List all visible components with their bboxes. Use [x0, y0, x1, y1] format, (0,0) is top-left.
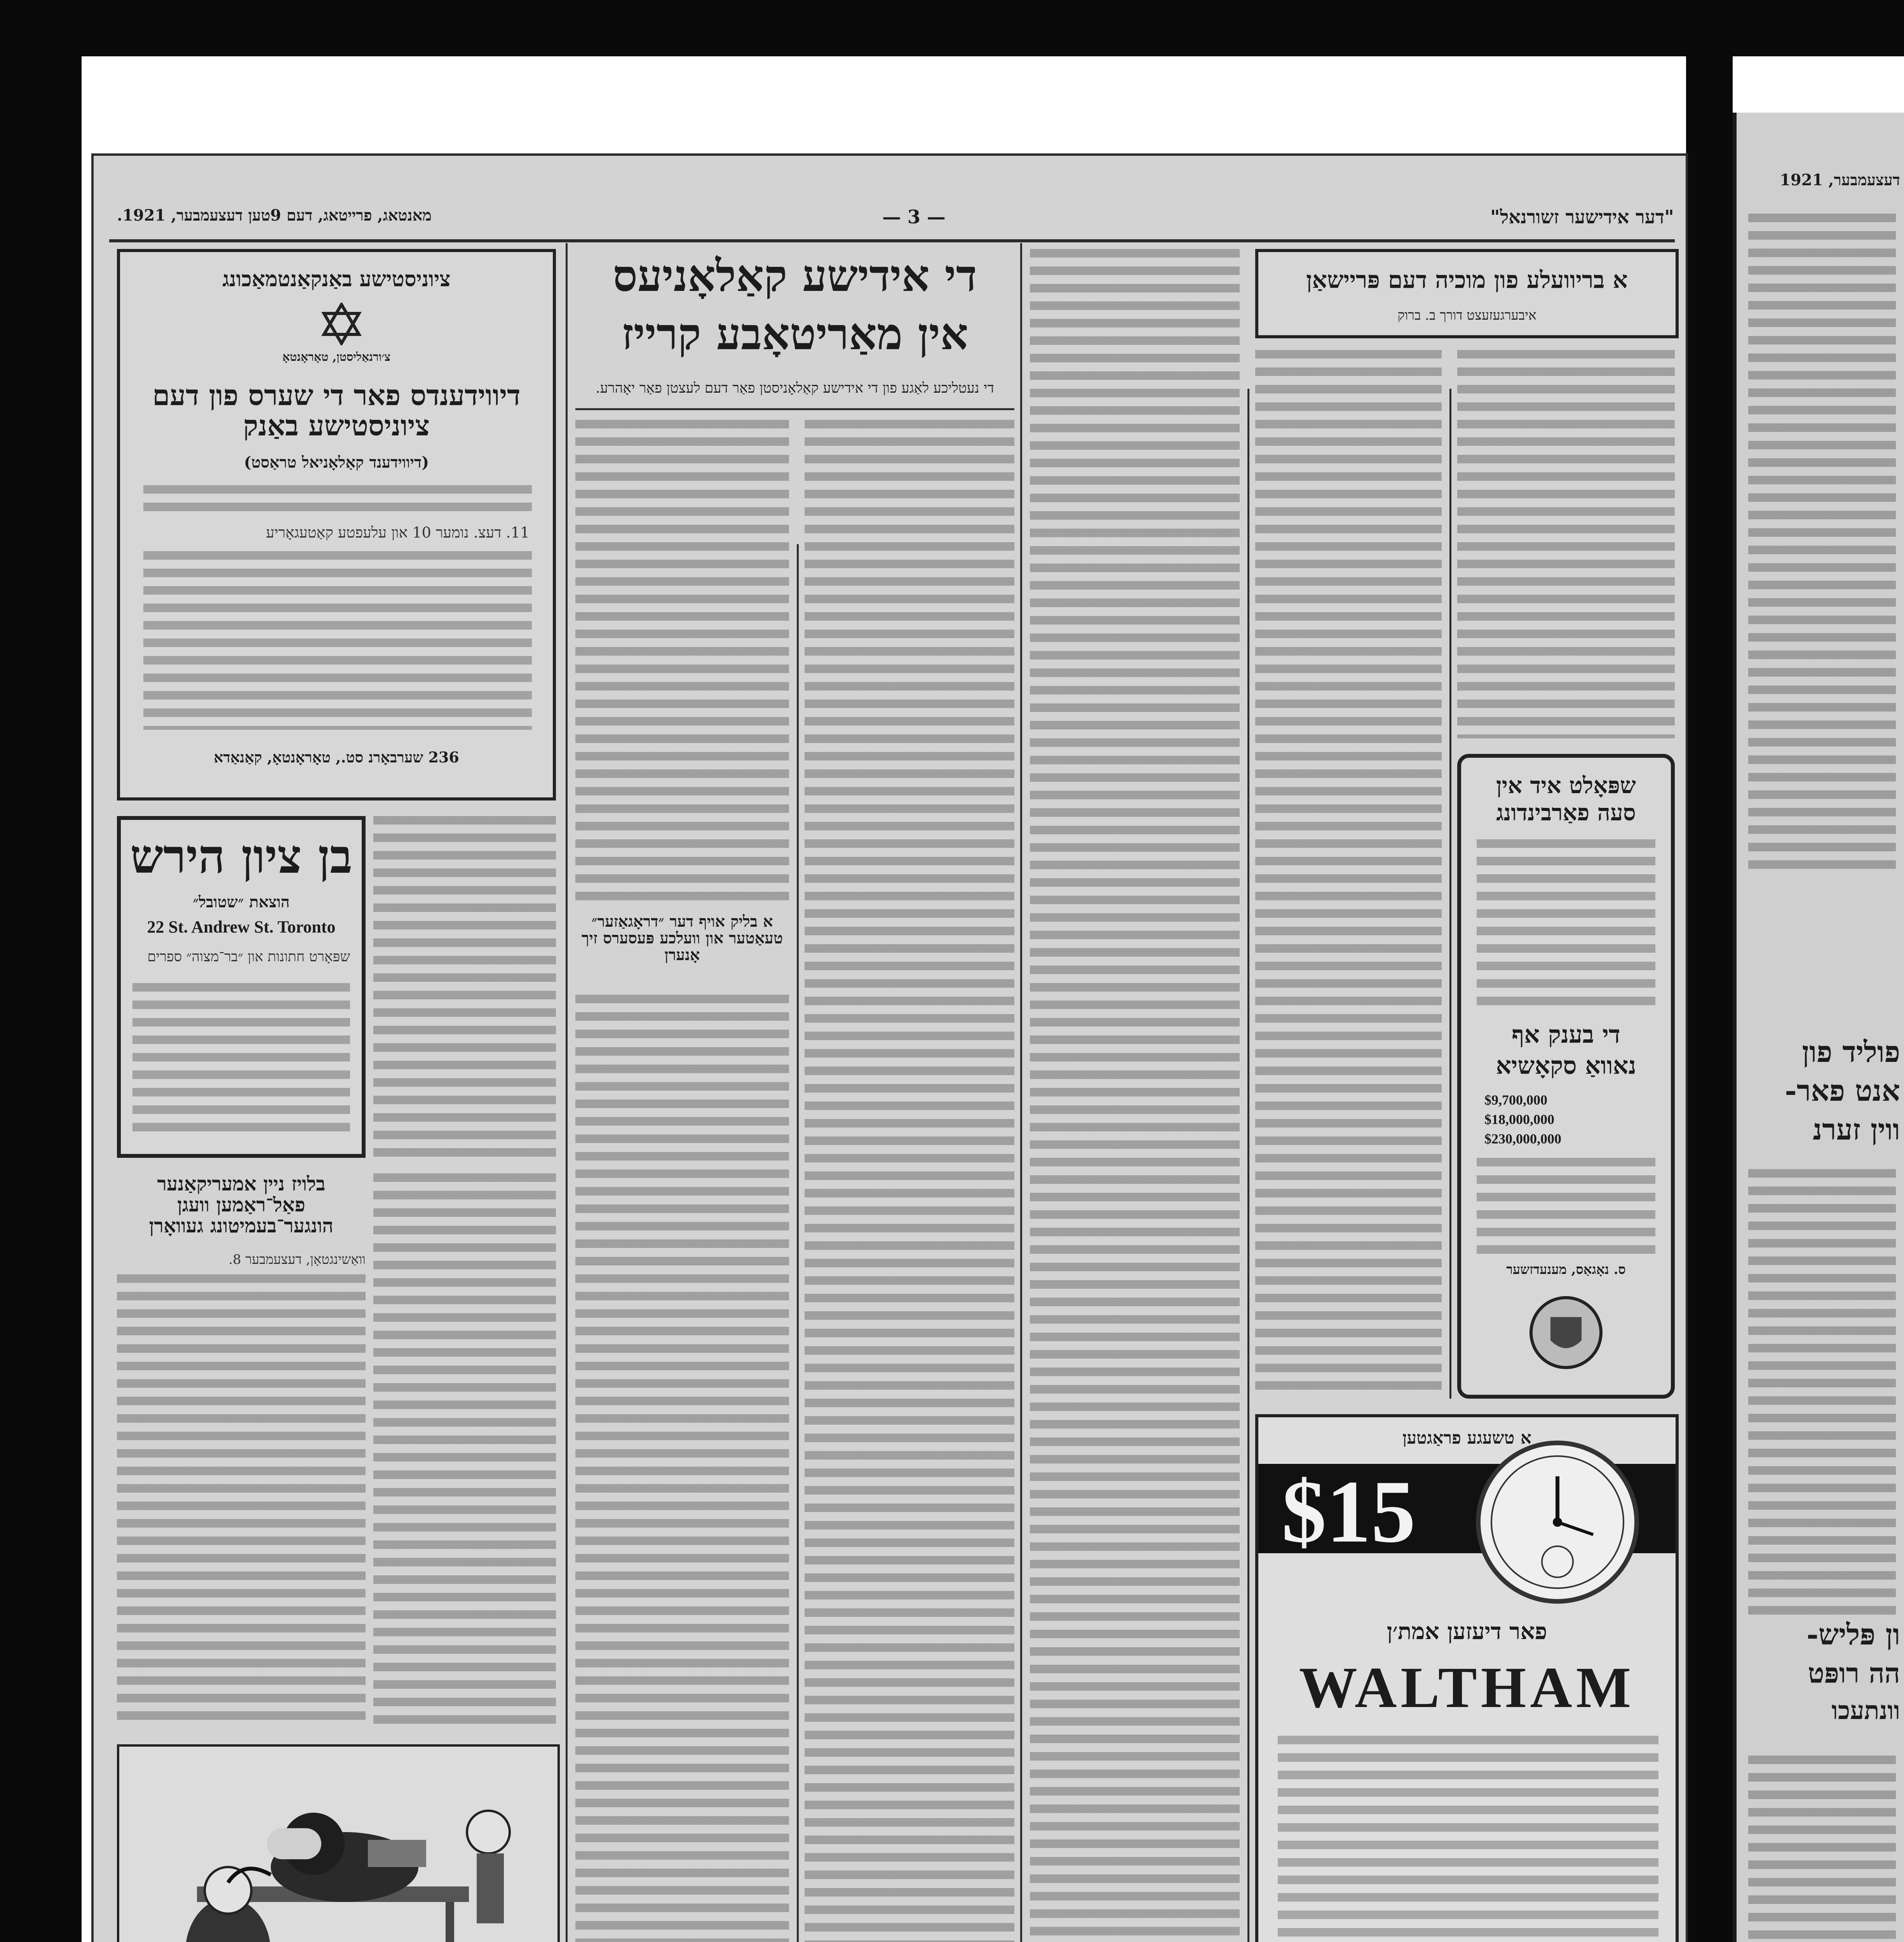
waltham-for: פאר דיעזען אמת׳ן [1387, 1618, 1547, 1644]
waltham-text [1278, 1736, 1658, 1938]
brand-story-byline: וואַשינגטאָן, דעצעמבער 8. [228, 1252, 366, 1267]
story-title: א בריוועלע פון מוכיה דעם פּריישאַן [1306, 266, 1628, 294]
story-byline: איבערגעזעצט דורך ב. ברוק [1397, 308, 1536, 323]
column-rule-3 [1020, 243, 1022, 1942]
zionist-address: 236 שערבאָרנ סט., טאָראָנטאָ, קאַנאַדא [214, 748, 459, 766]
bank-capital-2: $18,000,000 [1484, 1112, 1554, 1127]
story-text-col-b [1255, 350, 1442, 1399]
star-of-david-icon [320, 303, 363, 345]
newspaper-page [91, 153, 1688, 1942]
mid-text-left-b [575, 995, 789, 1942]
main-headline-1: די אידישע קאַלאָניעס [613, 251, 977, 301]
neighbor-text-block-3 [1748, 1756, 1896, 1942]
paper-name: "דער אידישער זשורנאל" [1490, 206, 1674, 228]
school-sub: הוצאת ״שטובל״ [193, 893, 290, 911]
school-text [132, 983, 350, 1138]
bank-text-a [1477, 839, 1655, 1010]
zionist-line: 11. דעצ. נומער 10 און עלעפטע קאַטעגאָריע [266, 524, 530, 541]
theater-subhead: א בליק אויף דער ״דראָגאַזער״ טעאַטער און וועלכע פּעסערס זיך אָנערן [581, 912, 783, 964]
waltham-ad [1255, 1414, 1679, 1942]
zionist-subtitle: (דיווידענד קאַלאָניאל טראַסט) [244, 453, 429, 472]
emblem-caption: צ׳ורנאַליסטן, טאָראָנטאָ [282, 350, 391, 364]
neighbor-text-block-2 [1748, 1169, 1896, 1616]
waltham-price: $15 [1282, 1462, 1416, 1561]
page-number: — 3 — [882, 206, 946, 228]
main-headline-2: אין מאַריטאָבע קרייז [621, 309, 969, 360]
neighbor-headline-1: פוליד פון [1802, 1035, 1900, 1069]
zionist-text-b [143, 551, 532, 730]
story-title-banner [1255, 249, 1679, 338]
neighbor-headline-4: ון פּליש- [1806, 1618, 1900, 1651]
masthead-rule [109, 239, 1675, 242]
bank-capital-3: $230,000,000 [1484, 1131, 1561, 1147]
column-rule-1 [566, 243, 568, 1942]
bank-text-b [1477, 1158, 1655, 1255]
brand-story-text [117, 1274, 366, 1729]
bank-company-1: די בענק אף [1512, 1020, 1620, 1049]
scan-gutter [1686, 56, 1733, 1942]
bank-ad [1457, 754, 1675, 1399]
school-note: שפּאָרט חתונות און ״בר־מצוה״ ספרים [147, 949, 350, 965]
zionist-org: ציוניסטישע באַנקאַנטמאַכונג [222, 266, 451, 291]
school-ad [117, 816, 366, 1158]
scan-left-border [0, 56, 82, 1942]
left-col-text-a [373, 816, 556, 1158]
column-rule-2 [797, 544, 799, 1942]
column-rule-5 [1449, 389, 1451, 1399]
neighbor-date: דעצעמבער, 1921 [1780, 171, 1900, 189]
story-text-col-c [1457, 350, 1675, 738]
waltham-tag: א טשעגע פראַגטען [1402, 1428, 1531, 1448]
bank-title-2: סעה פאַרבינדונג [1496, 799, 1636, 826]
left-col-text-b [373, 1173, 556, 1729]
bank-title-1: שפּאָלט איד אין [1496, 772, 1636, 799]
bank-capital-1: $9,700,000 [1484, 1092, 1547, 1108]
school-street: 22 St. Andrew St. Toronto [147, 917, 336, 936]
scan-top-border [0, 0, 1904, 56]
neighbor-headline-2: אנט פאר- [1785, 1074, 1900, 1108]
date-line: מאנטאג, פרייטאג, דעם 9טען דעצעמבער, 1921. [117, 206, 432, 224]
school-title: בן ציון הירש [130, 829, 352, 884]
story-text-col-a [1030, 249, 1240, 1942]
neighbor-page [1733, 113, 1904, 1942]
sleeping-child-illustration [150, 1770, 531, 1942]
waltham-brand: WALTHAM [1299, 1655, 1635, 1720]
column-rule-4 [1247, 389, 1249, 1942]
zionist-title: דיווידענדס פאר די שערס פון דעם ציוניסטישע באַנק [152, 379, 521, 442]
kicker-rule [575, 408, 1014, 410]
zionist-text-a [143, 485, 532, 520]
bank-crest-icon [1527, 1294, 1605, 1371]
brand-story-heading: בלויז ניין אמעריקאַנער פאַל־ראַמען וועגן הונגער־בעמיטונג געוואָרן [149, 1172, 334, 1237]
illustrated-ad [117, 1744, 560, 1942]
bank-company-2: נאוואַ סקאָשיא [1496, 1051, 1636, 1080]
bank-signer: ס. נאָגאַס, מענעדזשער [1506, 1262, 1626, 1277]
mid-text-right [805, 420, 1014, 1942]
neighbor-headline-6: וונתעכו [1831, 1696, 1900, 1725]
zionist-bank-box [117, 249, 556, 800]
neighbor-text-block [1748, 214, 1896, 874]
pocket-watch-icon [1476, 1441, 1639, 1604]
neighbor-headline-3: ווין זערנ [1813, 1113, 1900, 1147]
neighbor-headline-5: הה רופּט [1808, 1657, 1900, 1689]
mid-text-left-a [575, 420, 789, 901]
main-kicker: די נעטליכע לאַגע פון די אידישע קאַלאָניסטן פאַר דעם לעצטן פאַר יאָהרע. [596, 380, 994, 396]
